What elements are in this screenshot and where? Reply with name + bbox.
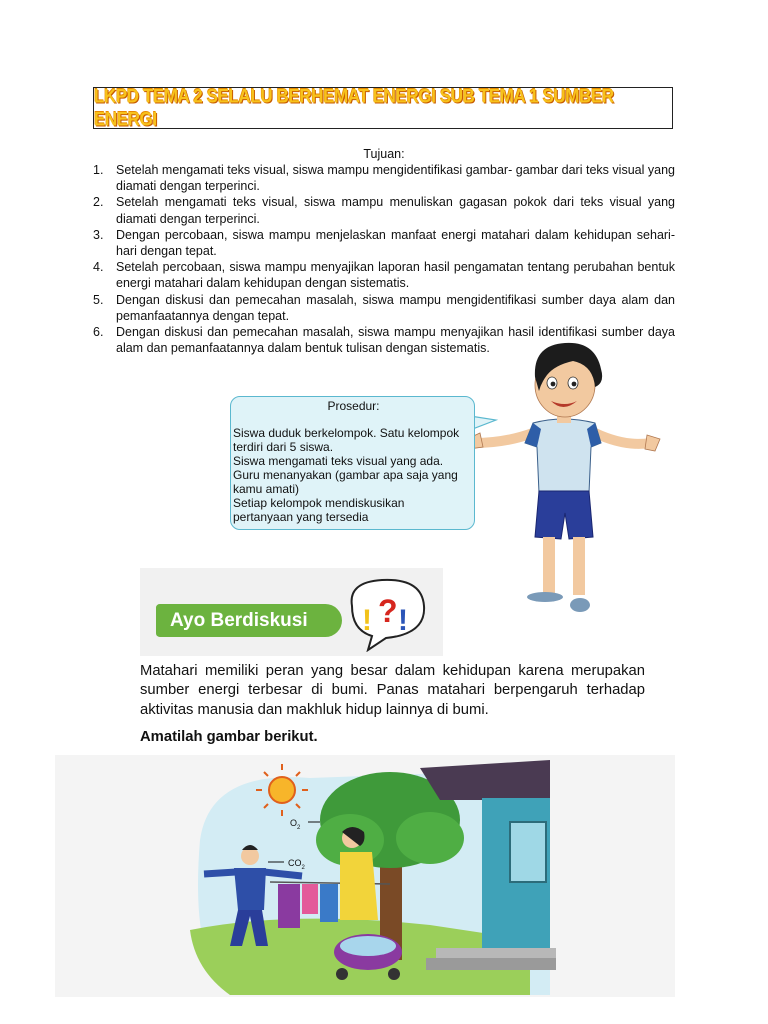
intro-paragraph: Matahari memiliki peran yang besar dalam kehidupan karena merupakan sumber energi terbesar di bumi. Panas matahari berpengaruh terhadap aktivitas manusia dan makhluk hidup lainnya di bumi. bbox=[140, 663, 645, 718]
instruction-text: Amatilah gambar berikut. bbox=[140, 729, 318, 745]
procedure-line: Guru menanyakan (gambar apa saja yang bbox=[233, 468, 458, 482]
o2-subscript: 2 bbox=[297, 825, 301, 831]
list-item bbox=[93, 162, 675, 194]
o2-label: O bbox=[290, 818, 298, 828]
item-number: 5. bbox=[93, 292, 104, 307]
co2-label: CO bbox=[288, 858, 302, 868]
diskusi-label-pill bbox=[156, 604, 342, 637]
list-item bbox=[93, 292, 675, 324]
item-number: 3. bbox=[93, 227, 104, 242]
boy-illustration bbox=[455, 335, 670, 620]
list-item bbox=[93, 259, 675, 291]
list-item bbox=[93, 194, 675, 226]
item-text: Setelah mengamati teks visual, siswa mampu mengidentifikasi gambar- gambar dari teks visual yang diamati dengan terperinci. bbox=[116, 163, 675, 194]
tujuan-list bbox=[93, 162, 675, 356]
diskusi-label: Ayo Berdiskusi bbox=[170, 609, 308, 631]
procedure-line: Siswa duduk berkelompok. Satu kelompok bbox=[233, 426, 460, 440]
procedure-line: Setiap kelompok mendiskusikan bbox=[233, 496, 405, 510]
procedure-bubble bbox=[230, 396, 475, 530]
procedure-title: Prosedur: bbox=[327, 399, 380, 413]
page-title: LKPD TEMA 2 SELALU BERHEMAT ENERGI SUB TEMA 1 SUMBER ENERGI bbox=[94, 85, 614, 130]
item-text: Dengan percobaan, siswa mampu menjelaskan manfaat energi matahari dalam kehidupan sehari-hari dengan tepat. bbox=[116, 227, 675, 259]
procedure-line: pertanyaan yang tersedia bbox=[233, 510, 369, 524]
svg-text:!: ! bbox=[362, 604, 372, 637]
tujuan-heading: Tujuan: bbox=[363, 147, 405, 161]
item-text: Dengan diskusi dan pemecahan masalah, siswa mampu mengidentifikasi sumber daya alam dan pemanfaatannya dengan tepat. bbox=[116, 292, 675, 323]
item-number: 1. bbox=[93, 163, 104, 177]
procedure-line: kamu amati) bbox=[233, 482, 300, 496]
procedure-line: Siswa mengamati teks visual yang ada. bbox=[233, 454, 444, 468]
item-number: 6. bbox=[93, 325, 104, 340]
item-text: Dengan diskusi dan pemecahan masalah, siswa mampu menyajikan hasil identifikasi sumber daya alam dan pemanfaatannya dalam bentuk tulisan dengan sistematis. bbox=[116, 325, 675, 356]
co2-subscript: 2 bbox=[301, 865, 305, 871]
svg-text:!: ! bbox=[398, 604, 408, 637]
item-text: Setelah percobaan, siswa mampu menyajikan laporan hasil pengamatan tentang perubahan bentuk energi matahari dalam kehidupan dengan sistematis. bbox=[116, 260, 675, 291]
svg-text:?: ? bbox=[378, 593, 398, 629]
item-number: 4. bbox=[93, 260, 104, 275]
title-box bbox=[93, 87, 673, 129]
list-item bbox=[93, 227, 675, 259]
item-number: 2. bbox=[93, 195, 104, 210]
scene-illustration bbox=[190, 760, 680, 1000]
item-text: Setelah mengamati teks visual, siswa mampu menuliskan gagasan pokok dari teks visual yang diamati dengan terperinci. bbox=[116, 195, 675, 226]
exclamation-question-icon bbox=[338, 576, 430, 652]
procedure-line: terdiri dari 5 siswa. bbox=[233, 440, 334, 454]
